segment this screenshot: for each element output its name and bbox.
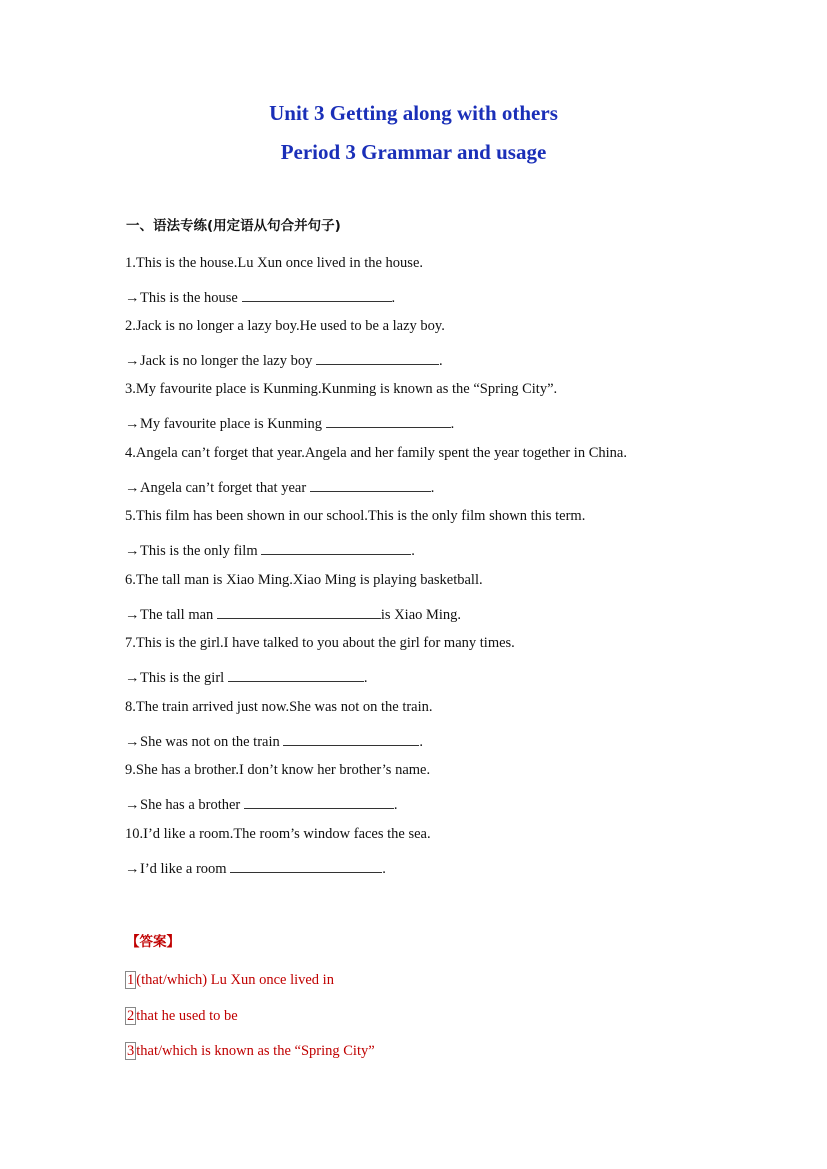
rewrite-line-5 xyxy=(125,540,415,560)
question-text: .My favourite place is Kunming.Kunming is known as the “Spring City”. xyxy=(132,381,558,397)
rewrite-line-4 xyxy=(125,477,434,497)
answer-blank[interactable] xyxy=(283,731,419,746)
rewrite-line-10 xyxy=(125,858,386,878)
question-1 xyxy=(125,255,423,272)
arrow-icon: → xyxy=(125,797,140,813)
rewrite-suffix: . xyxy=(438,353,443,369)
rewrite-suffix: . xyxy=(363,670,368,686)
question-9 xyxy=(125,762,430,779)
rewrite-line-6 xyxy=(125,604,461,624)
question-text: .This is the house.Lu Xun once lived in the house. xyxy=(132,255,424,271)
arrow-icon: → xyxy=(125,670,140,686)
answer-text: that/which is known as the “Spring City” xyxy=(136,1043,375,1059)
rewrite-prefix: Angela can’t forget that year xyxy=(140,480,310,496)
answer-blank[interactable] xyxy=(228,667,364,682)
answer-number: 1 xyxy=(127,972,135,988)
question-number: 6 xyxy=(125,572,133,588)
arrow-icon: → xyxy=(125,543,140,559)
arrow-icon: → xyxy=(125,480,140,496)
question-number: 9 xyxy=(125,762,133,778)
rewrite-prefix: This is the house xyxy=(140,290,242,306)
question-number: 1 xyxy=(125,255,133,271)
rewrite-suffix: . xyxy=(430,480,435,496)
arrow-icon: → xyxy=(125,861,140,877)
rewrite-prefix: This is the girl xyxy=(140,670,228,686)
rewrite-line-3 xyxy=(125,413,454,433)
question-text: .This film has been shown in our school.This is the only film shown this term. xyxy=(132,508,586,524)
answer-blank[interactable] xyxy=(316,350,439,365)
rewrite-suffix: . xyxy=(393,797,398,813)
rewrite-prefix: She was not on the train xyxy=(140,734,284,750)
question-text: .This is the girl.I have talked to you about the girl for many times. xyxy=(132,635,515,651)
answer-number: 2 xyxy=(127,1008,135,1024)
question-number: 5 xyxy=(125,508,133,524)
question-text: .I’d like a room.The room’s window faces the sea. xyxy=(139,826,431,842)
rewrite-suffix: . xyxy=(450,416,455,432)
question-number: 2 xyxy=(125,318,133,334)
question-6 xyxy=(125,572,483,589)
answer-3 xyxy=(125,1042,375,1060)
rewrite-prefix: My favourite place is Kunming xyxy=(140,416,326,432)
answer-blank[interactable] xyxy=(261,540,411,555)
rewrite-prefix: This is the only film xyxy=(140,543,262,559)
answer-blank[interactable] xyxy=(244,794,394,809)
rewrite-suffix: . xyxy=(391,290,396,306)
question-10 xyxy=(125,826,431,843)
question-number: 7 xyxy=(125,635,133,651)
answer-blank[interactable] xyxy=(217,604,381,619)
arrow-icon: → xyxy=(125,416,140,432)
rewrite-prefix: She has a brother xyxy=(140,797,244,813)
answer-text: (that/which) Lu Xun once lived in xyxy=(136,972,334,988)
question-text: .Angela can’t forget that year.Angela and her family spent the year together in China. xyxy=(132,445,627,461)
rewrite-prefix: The tall man xyxy=(140,607,217,623)
arrow-icon: → xyxy=(125,734,140,750)
rewrite-line-2 xyxy=(125,350,443,370)
question-number: 10 xyxy=(125,826,140,842)
question-text: .The tall man is Xiao Ming.Xiao Ming is playing basketball. xyxy=(132,572,483,588)
answer-text: that he used to be xyxy=(136,1008,238,1024)
rewrite-prefix: Jack is no longer the lazy boy xyxy=(140,353,316,369)
answer-blank[interactable] xyxy=(230,858,382,873)
rewrite-line-1 xyxy=(125,287,395,307)
answer-blank[interactable] xyxy=(310,477,431,492)
arrow-icon: → xyxy=(125,353,140,369)
rewrite-suffix: . xyxy=(382,861,386,877)
question-8 xyxy=(125,699,433,716)
answer-2 xyxy=(125,1007,238,1025)
question-2 xyxy=(125,318,445,335)
question-5 xyxy=(125,508,585,525)
question-text: .Jack is no longer a lazy boy.He used to be a lazy boy. xyxy=(132,318,445,334)
question-number: 3 xyxy=(125,381,133,397)
rewrite-line-8 xyxy=(125,731,423,751)
rewrite-prefix: I’d like a room xyxy=(140,861,231,877)
section-heading: 一、语法专练(用定语从句合并句子) xyxy=(126,218,341,234)
arrow-icon: → xyxy=(125,290,140,306)
page-subtitle: Period 3 Grammar and usage xyxy=(280,140,547,164)
answer-1 xyxy=(125,971,334,989)
answer-number: 3 xyxy=(127,1043,135,1059)
answers-heading: 【答案】 xyxy=(126,934,180,950)
question-text: .She has a brother.I don’t know her brother’s name. xyxy=(132,762,431,778)
rewrite-line-7 xyxy=(125,667,367,687)
page-title: Unit 3 Getting along with others xyxy=(269,101,558,125)
rewrite-suffix: . xyxy=(419,734,423,750)
answer-blank[interactable] xyxy=(326,413,451,428)
rewrite-suffix: is Xiao Ming. xyxy=(380,607,462,623)
arrow-icon: → xyxy=(125,607,140,623)
question-3 xyxy=(125,381,557,398)
question-number: 4 xyxy=(125,445,133,461)
question-text: .The train arrived just now.She was not on the train. xyxy=(132,699,433,715)
answer-blank[interactable] xyxy=(242,287,392,302)
question-7 xyxy=(125,635,515,652)
question-number: 8 xyxy=(125,699,133,715)
rewrite-line-9 xyxy=(125,794,398,814)
question-4 xyxy=(125,445,627,462)
rewrite-suffix: . xyxy=(411,543,415,559)
